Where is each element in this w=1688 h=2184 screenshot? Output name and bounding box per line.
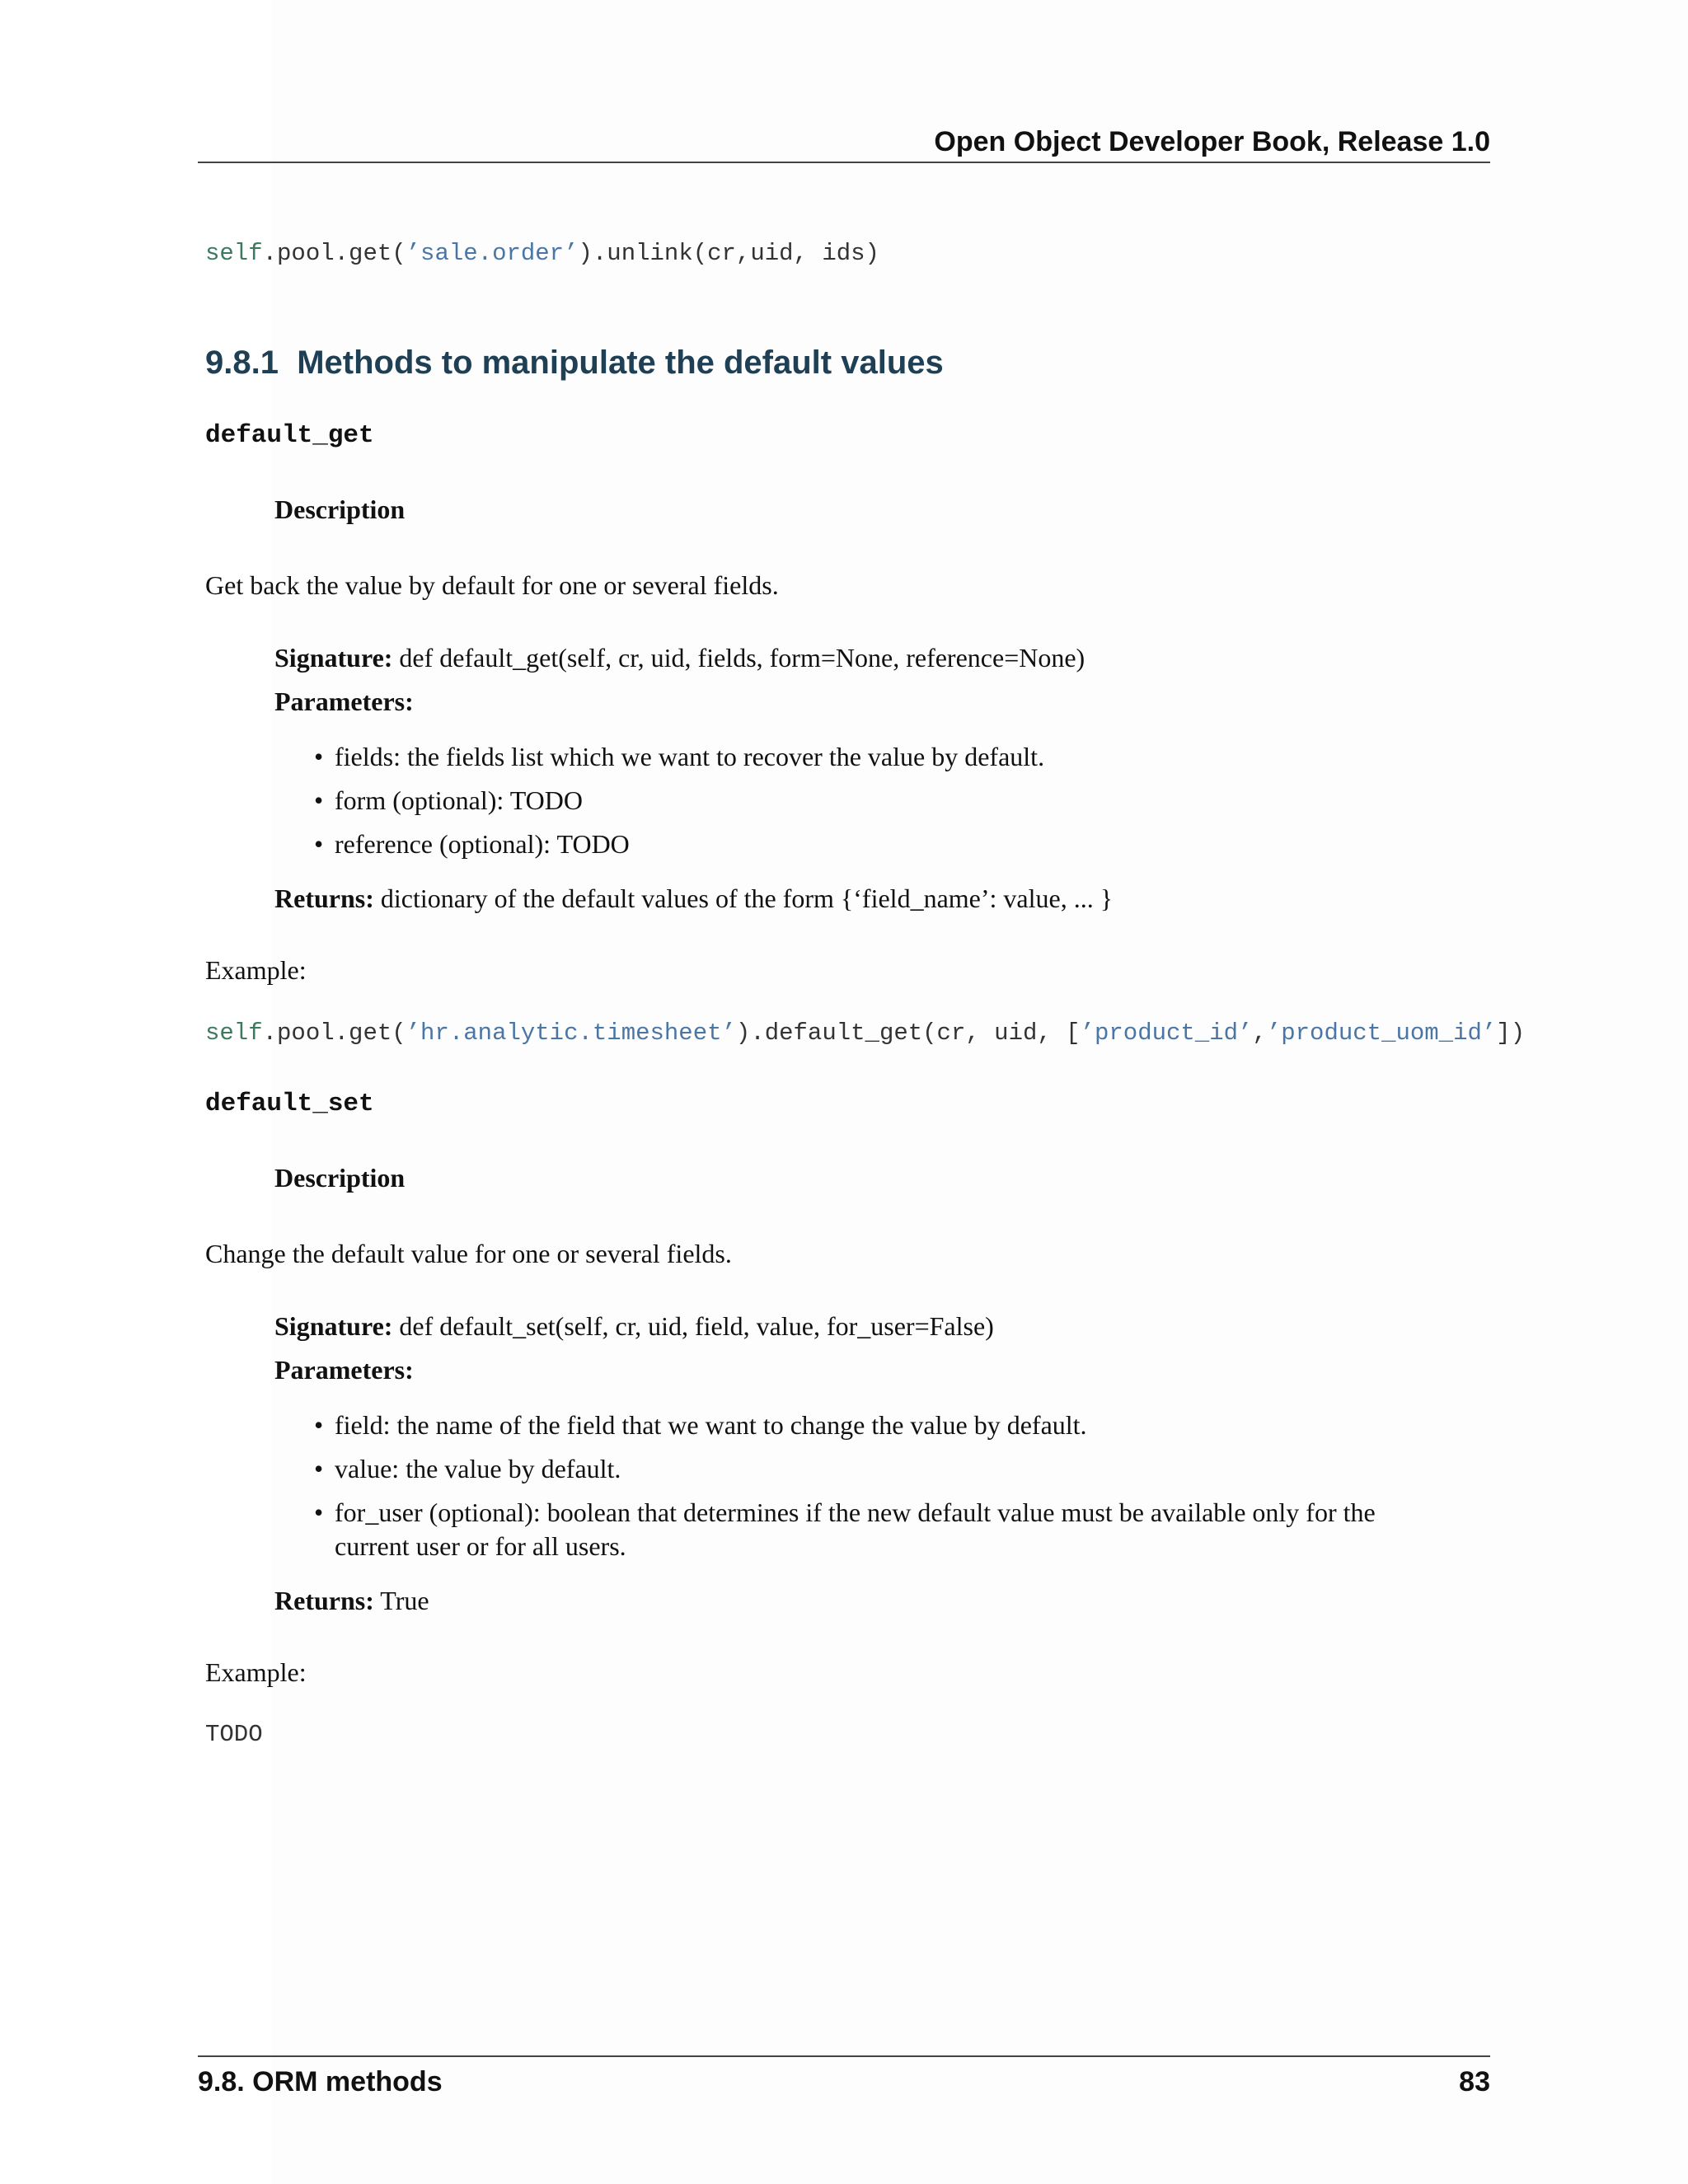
section-number: 9.8.1 xyxy=(205,344,279,381)
code-string: ’product_id’ xyxy=(1080,1019,1253,1047)
bullet-icon: • xyxy=(314,1497,324,1527)
section-title: Methods to manipulate the default values xyxy=(297,344,944,381)
function-name-default-set: default_set xyxy=(205,1090,374,1118)
parameters-label: Parameters: xyxy=(274,1355,414,1385)
param-item: fields: the fields list which we want to recover the value by default. xyxy=(335,742,1045,771)
code-text: ).default_get(cr, uid, [ xyxy=(735,1019,1081,1047)
param-item: value: the value by default. xyxy=(335,1454,621,1483)
parameters-label: Parameters: xyxy=(274,687,414,716)
code-text: .pool.get( xyxy=(262,1019,406,1047)
running-header: Open Object Developer Book, Release 1.0 xyxy=(934,126,1490,157)
page-number: 83 xyxy=(1459,2066,1490,2097)
code-text: ]) xyxy=(1496,1019,1526,1047)
header-rule xyxy=(198,162,1490,163)
code-unlink xyxy=(205,240,879,267)
description-text: Change the default value for one or several fields. xyxy=(205,1239,732,1268)
bullet-icon: • xyxy=(314,1454,324,1483)
signature-line xyxy=(274,643,1085,673)
signature-line xyxy=(274,1311,994,1342)
returns-label: Returns: xyxy=(274,883,374,913)
section-heading xyxy=(205,344,944,382)
param-item: for_user (optional): boolean that determines if the new default value must be available only for the xyxy=(335,1497,1376,1527)
description-label: Description xyxy=(274,1163,406,1193)
footer-section: 9.8. ORM methods xyxy=(198,2066,443,2097)
returns-line xyxy=(274,883,1113,914)
code-text: .pool.get( xyxy=(262,240,406,267)
footer-rule xyxy=(198,2055,1490,2057)
param-item-continuation: current user or for all users. xyxy=(335,1531,626,1561)
description-label: Description xyxy=(274,494,406,524)
bullet-icon: • xyxy=(314,742,324,771)
code-todo: TODO xyxy=(205,1721,263,1748)
example-label: Example: xyxy=(205,1657,307,1687)
example-label: Example: xyxy=(205,955,307,985)
bullet-icon: • xyxy=(314,785,324,815)
signature-text: def default_get(self, cr, uid, fields, form=None, reference=None) xyxy=(399,643,1085,673)
signature-text: def default_set(self, cr, uid, field, value, for_user=False) xyxy=(399,1311,994,1341)
returns-text: True xyxy=(380,1586,429,1615)
code-string: ’product_uom_id’ xyxy=(1266,1019,1497,1047)
code-text: ).unlink(cr,uid, ids) xyxy=(578,240,879,267)
returns-text: dictionary of the default values of the form {‘field_name’: value, ... } xyxy=(380,883,1114,913)
code-default-get xyxy=(205,1019,1525,1047)
param-item: reference (optional): TODO xyxy=(335,829,630,859)
code-string: ’sale.order’ xyxy=(406,240,579,267)
code-string: ’hr.analytic.timesheet’ xyxy=(406,1019,736,1047)
signature-label: Signature: xyxy=(274,643,393,673)
returns-label: Returns: xyxy=(274,1586,374,1615)
code-self: self xyxy=(205,1019,263,1047)
description-text: Get back the value by default for one or several fields. xyxy=(205,570,779,600)
bullet-icon: • xyxy=(314,1410,324,1440)
param-item: field: the name of the field that we want to change the value by default. xyxy=(335,1410,1087,1440)
signature-label: Signature: xyxy=(274,1311,393,1341)
returns-line xyxy=(274,1586,429,1616)
bullet-icon: • xyxy=(314,829,324,859)
code-self: self xyxy=(205,240,263,267)
param-item: form (optional): TODO xyxy=(335,785,583,815)
code-text: , xyxy=(1252,1019,1267,1047)
function-name-default-get: default_get xyxy=(205,421,374,450)
